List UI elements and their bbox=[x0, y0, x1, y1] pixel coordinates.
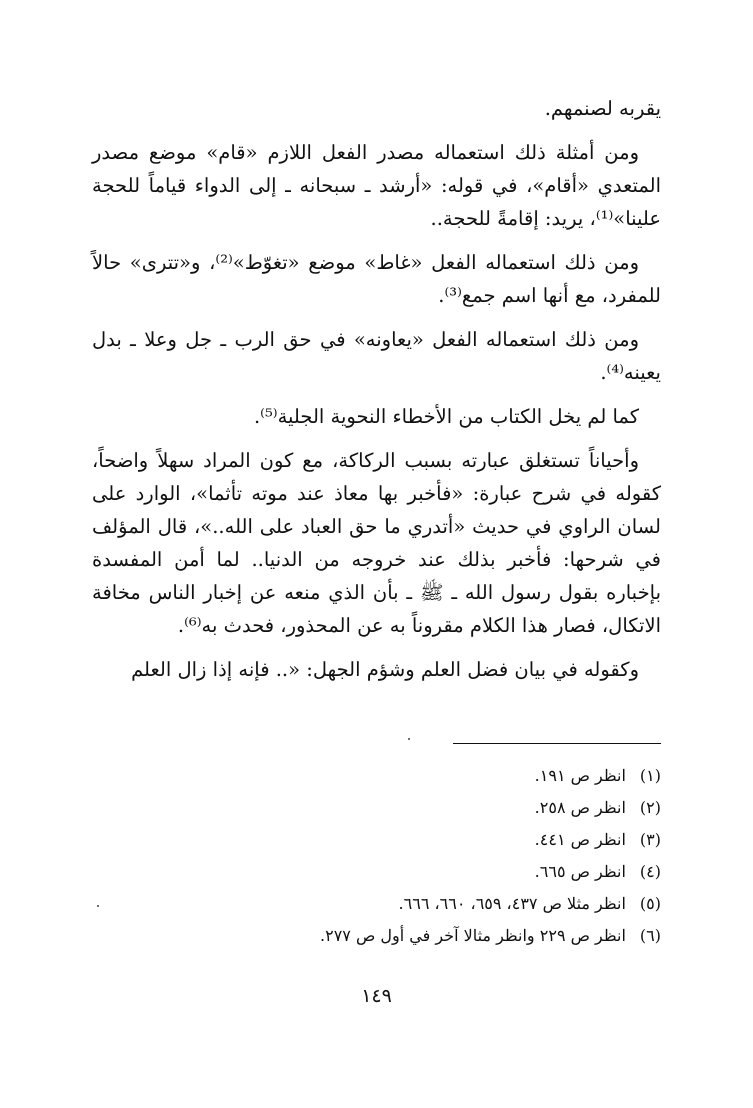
footnote-text: انظر ص ٤٤١. bbox=[534, 830, 626, 849]
footnote-text: انظر ص ٢٥٨. bbox=[534, 798, 626, 817]
footnote-item bbox=[92, 760, 661, 792]
footnote-number: (٦) bbox=[639, 926, 661, 945]
footnote-number: (٥) bbox=[639, 894, 661, 913]
main-text bbox=[92, 92, 661, 697]
footnote-number: (٤) bbox=[639, 862, 661, 881]
footnote-text: انظر ص ١٩١. bbox=[534, 766, 626, 785]
footnote-item bbox=[92, 920, 661, 952]
paragraph: كما لم يخل الكتاب من الأخطاء النحوية الجلية⁽⁵⁾. bbox=[253, 405, 639, 428]
footnote-number: (٢) bbox=[639, 798, 661, 817]
footnote-text: انظر ص ٦٦٥. bbox=[534, 862, 626, 881]
paragraph: وكقوله في بيان فضل العلم وشؤم الجهل: «.. فإنه إذا زال العلم bbox=[131, 658, 639, 681]
footnote-number: (٣) bbox=[639, 830, 661, 849]
footnote-item bbox=[92, 888, 661, 920]
footnote-item bbox=[92, 792, 661, 824]
footnote-item bbox=[92, 856, 661, 888]
scan-speck bbox=[97, 905, 99, 907]
paragraph: يقربه لصنمهم. bbox=[544, 97, 661, 120]
paragraph: ومن ذلك استعماله الفعل «يعاونه» في حق الرب ـ جل وعلا ـ بدل يعينه⁽⁴⁾. bbox=[92, 328, 661, 384]
footnote-text: انظر ص ٢٢٩ وانظر مثالا آخر في أول ص ٢٧٧. bbox=[320, 926, 626, 945]
paragraph: ومن أمثلة ذلك استعماله مصدر الفعل اللازم «قام» موضع مصدر المتعدي «أقام»، في قوله: «أرشد ـ سبحانه ـ إلى الدواء قياماً للحجة علينا»⁽¹⁾، يريد: إقامةً للحجة.. bbox=[92, 141, 661, 230]
footnote-text: انظر مثلا ص ٤٣٧، ٦٥٩، ٦٦٠، ٦٦٦. bbox=[398, 894, 626, 913]
footnote-separator bbox=[453, 743, 661, 744]
paragraph: وأحياناً تستغلق عبارته بسبب الركاكة، مع كون المراد سهلاً واضحاً، كقوله في شرح عبارة: «فأخبر بها معاذ عند موته تأثما»، الوارد على لسان الراوي في حديث «أتدري ما حق العباد على الله..»، قال المؤلف في شرحها: فأخبر بذلك عند خروجه من الدنيا.. لما أمن المفسدة بإخباره بقول رسول الله ـ ﷺ ـ بأن الذي منعه عن إخبار الناس مخافة الاتكال، فصار هذا الكلام مقروناً به عن المحذور، فحدث به⁽⁶⁾. bbox=[92, 449, 661, 637]
scan-speck bbox=[408, 738, 410, 740]
footnotes-list bbox=[92, 760, 661, 952]
footnote-item bbox=[92, 824, 661, 856]
paragraph: ومن ذلك استعماله الفعل «غاط» موضع «تغوّط»⁽²⁾، و«تترى» حالاً للمفرد، مع أنها اسم جمع⁽³⁾. bbox=[92, 251, 661, 307]
page-number: ١٤٩ bbox=[361, 985, 392, 1007]
footnote-number: (١) bbox=[639, 766, 661, 785]
